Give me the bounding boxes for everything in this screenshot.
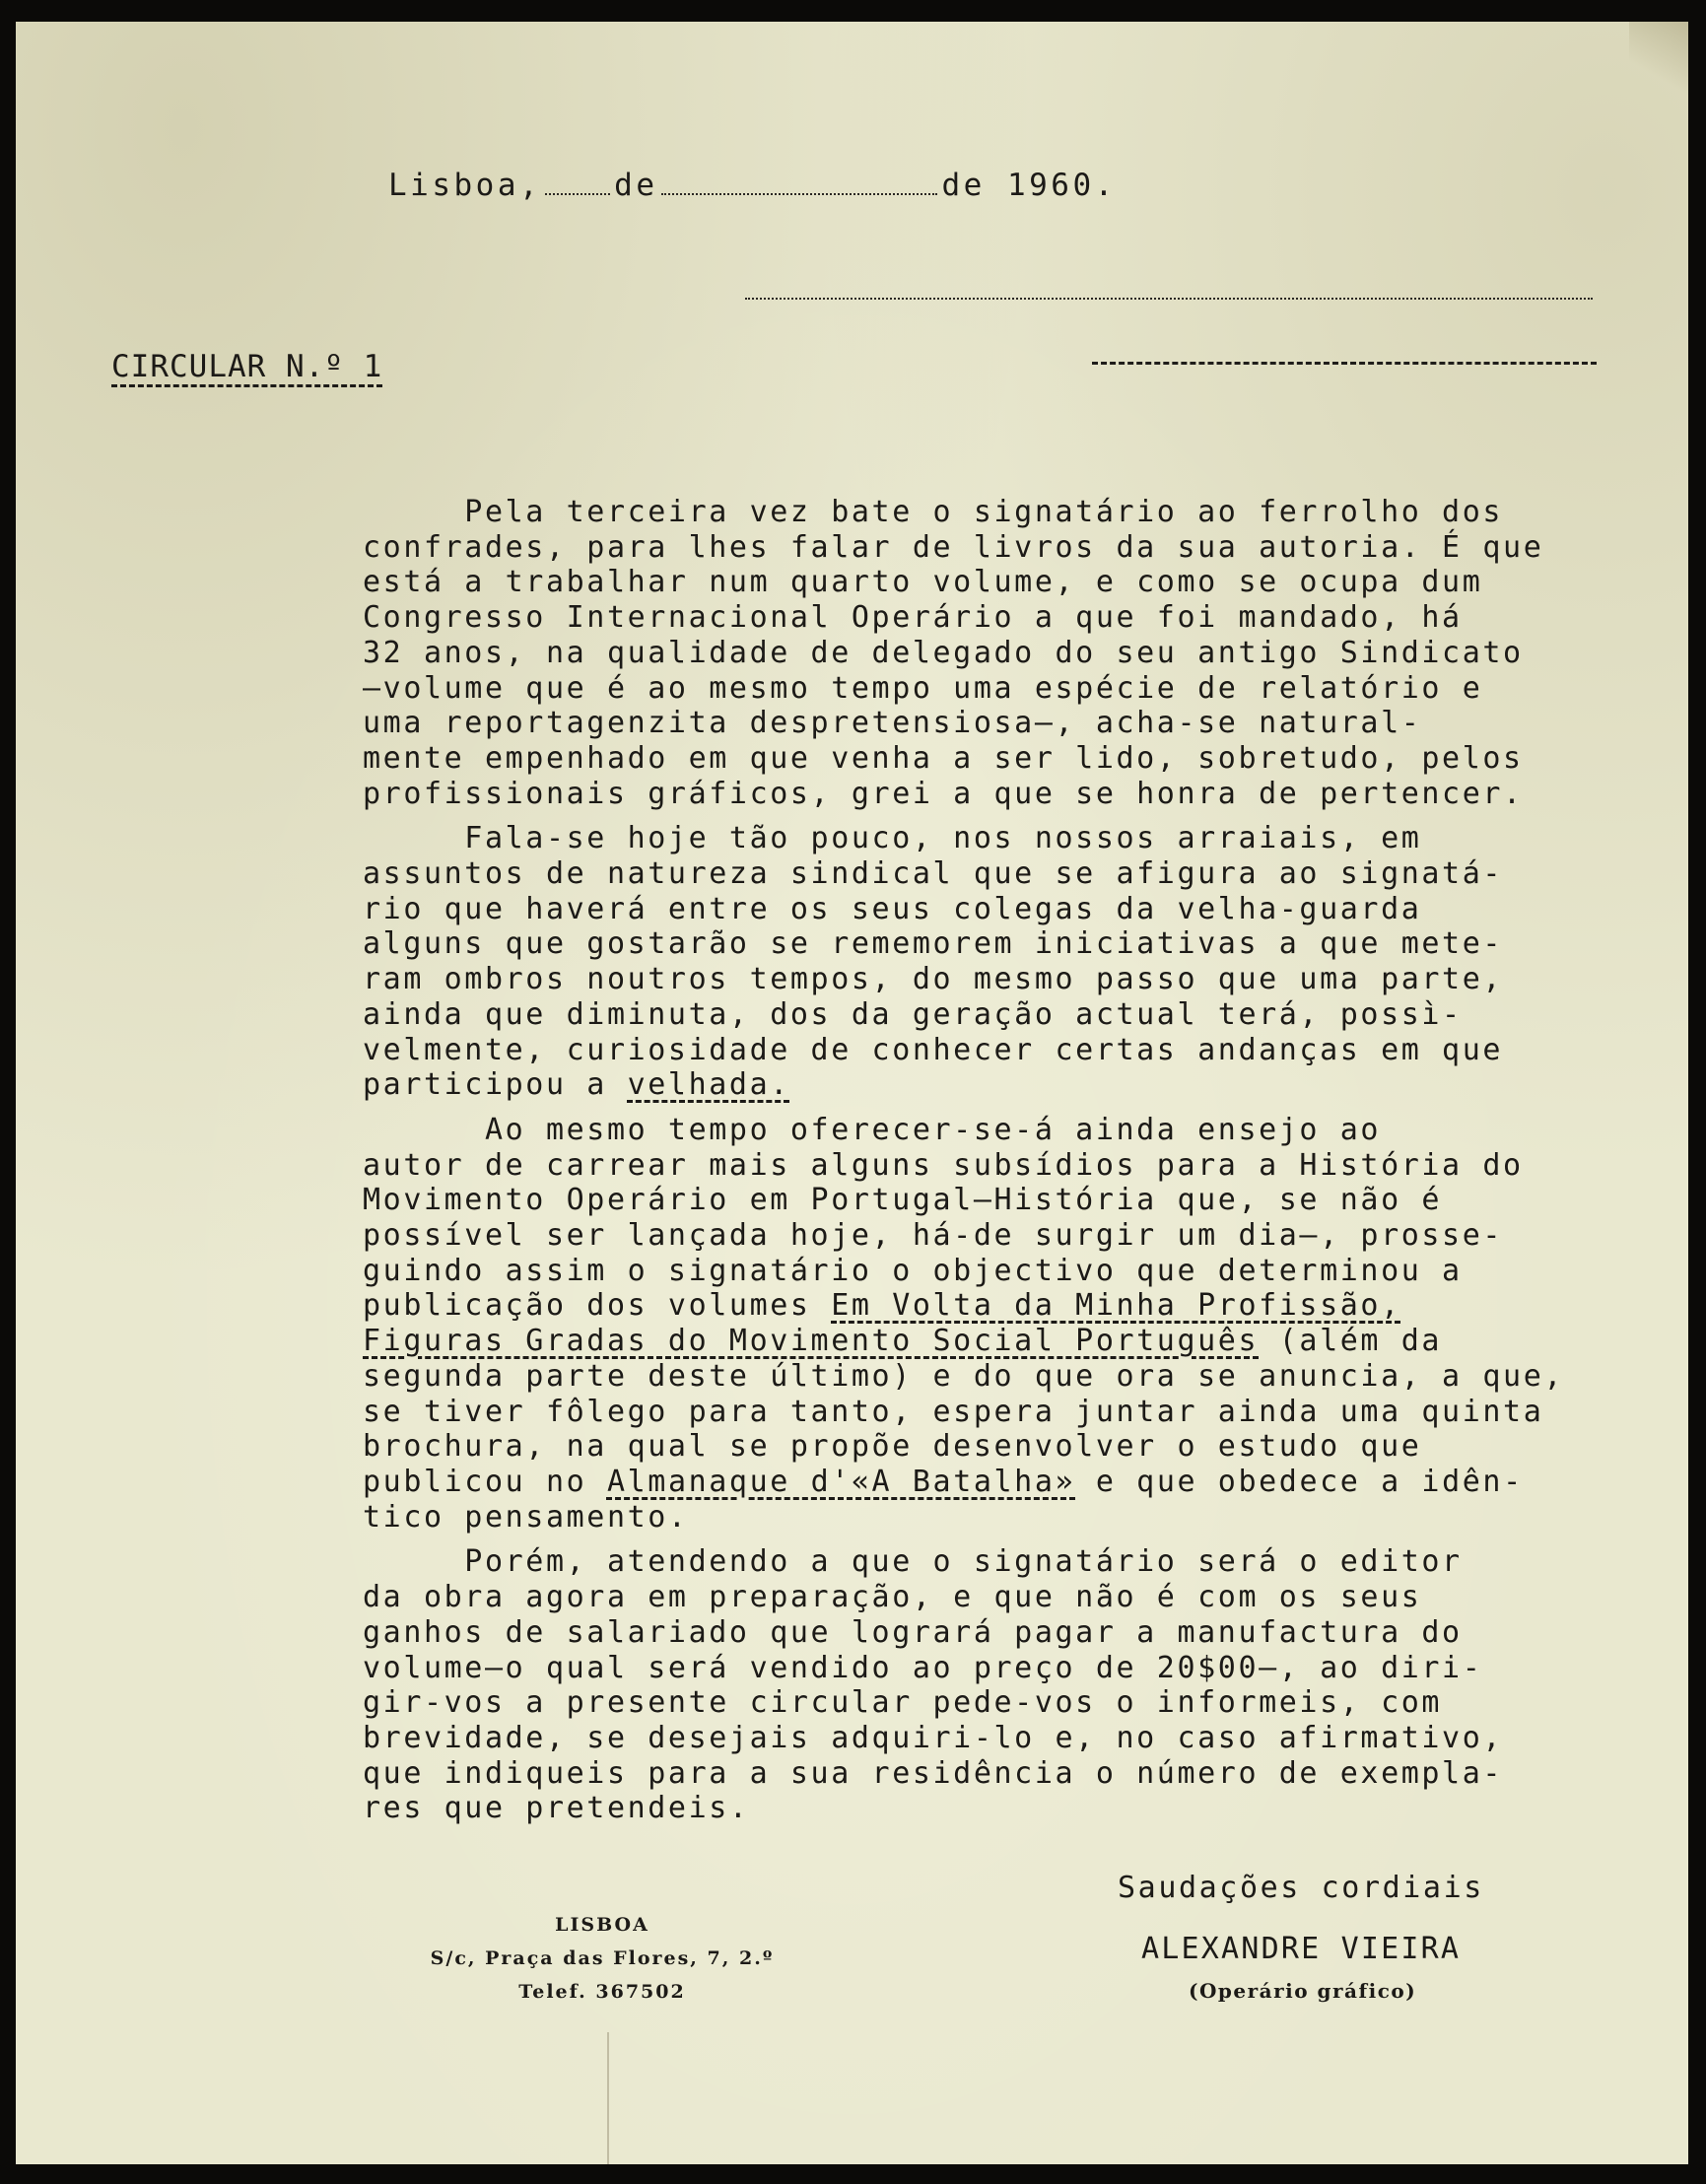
paragraph-gap xyxy=(363,1535,1575,1544)
underlined-word: velhada. xyxy=(627,1067,790,1103)
body-line: uma reportagenzita despretensiosa—, acha-se natural- xyxy=(363,706,1422,741)
body-line-with-title xyxy=(363,1324,1575,1359)
address-city: LISBOA xyxy=(555,1914,649,1936)
date-line xyxy=(388,168,1117,203)
body-line-text: participou a xyxy=(363,1067,628,1103)
circular-title: CIRCULAR N.º 1 xyxy=(111,349,383,384)
body-line-with-underline xyxy=(363,1067,1575,1103)
addressee-underline xyxy=(1092,362,1597,365)
body-line: Movimento Operário em Portugal—História que, se não é xyxy=(363,1183,1443,1218)
address-phone: Telef. 367502 xyxy=(518,1981,686,2003)
body-line: Pela terceira vez bate o signatário ao ferrolho dos xyxy=(363,495,1504,529)
book-title: Figuras Gradas do Movimento Social Português xyxy=(363,1324,1260,1359)
paragraph-gap xyxy=(363,1103,1575,1113)
paper-fold-crease xyxy=(607,2032,609,2164)
paper-corner-shading xyxy=(1629,22,1688,110)
body-line: brevidade, se desejais adquiri-lo e, no caso afirmativo, xyxy=(363,1720,1504,1755)
body-line: assuntos de natureza sindical que se afigura ao signatá- xyxy=(363,856,1504,892)
body-line: confrades, para lhes falar de livros da sua autoria. É que xyxy=(363,529,1544,565)
signer-name: ALEXANDRE VIEIRA xyxy=(1141,1932,1462,1966)
body-line: Porém, atendendo a que o signatário será o editor xyxy=(363,1544,1463,1580)
body-line: guindo assim o signatário o objectivo que determinou a xyxy=(363,1253,1463,1288)
book-title: Almanaque d'«A Batalha» xyxy=(606,1464,1076,1499)
body-line: res que pretendeis. xyxy=(363,1791,750,1826)
date-de: de xyxy=(614,168,658,203)
body-line: autor de carrear mais alguns subsídios para a História do xyxy=(363,1147,1524,1183)
body-line: ram ombros noutros tempos, do mesmo passo que uma parte, xyxy=(363,962,1504,997)
body-line: que indiqueis para a sua residência o número de exempla- xyxy=(363,1755,1504,1791)
body-line: velmente, curiosidade de conhecer certas andanças em que xyxy=(363,1032,1504,1067)
body-line: brochura, na qual se propõe desenvolver o estudo que xyxy=(363,1429,1422,1465)
date-city: Lisboa, xyxy=(388,168,542,203)
body-line-text: publicou no xyxy=(363,1464,607,1499)
letter-page xyxy=(16,22,1688,2164)
body-line-with-title xyxy=(363,1288,1575,1324)
body-line: Congresso Internacional Operário a que foi mandado, há xyxy=(363,600,1463,636)
sender-address xyxy=(390,1908,814,2009)
body-line: tico pensamento. xyxy=(363,1499,689,1535)
book-title: Em Volta da Minha Profissão, xyxy=(831,1288,1401,1324)
body-line: profissionais gráficos, grei a que se honra de pertencer. xyxy=(363,776,1524,811)
body-line: ainda que diminuta, dos da geração actual terá, possì- xyxy=(363,996,1463,1032)
body-line-text: e que obedece a idên- xyxy=(1075,1464,1524,1499)
body-line: alguns que gostarão se rememorem iniciativas a que mete- xyxy=(363,926,1504,962)
salutation: Saudações cordiais xyxy=(1118,1871,1484,1905)
body-line: ganhos de salariado que logrará pagar a manufactura do xyxy=(363,1614,1463,1650)
body-line: volume—o qual será vendido ao preço de 20$00—, ao diri- xyxy=(363,1650,1483,1685)
addressee-blank-line xyxy=(745,298,1593,300)
body-line: está a trabalhar num quarto volume, e como se ocupa dum xyxy=(363,565,1483,600)
signer-role: (Operário gráfico) xyxy=(1189,1979,1417,2003)
body-line-with-title xyxy=(363,1465,1575,1500)
letter-body xyxy=(363,495,1575,1826)
body-line: possível ser lançada hoje, há-de surgir um dia—, prosse- xyxy=(363,1218,1504,1254)
body-line: da obra agora em preparação, e que não é com os seus xyxy=(363,1580,1422,1615)
date-year: de 1960. xyxy=(941,168,1117,203)
month-blank xyxy=(661,170,937,195)
body-line: rio que haverá entre os seus colegas da velha-guarda xyxy=(363,891,1422,926)
body-line: —volume que é ao mesmo tempo uma espécie de relatório e xyxy=(363,670,1483,706)
body-line-text: (além da xyxy=(1259,1324,1443,1359)
paragraph-gap xyxy=(363,811,1575,821)
address-street: S/c, Praça das Flores, 7, 2.º xyxy=(430,1947,775,1969)
body-line-text: publicação dos volumes xyxy=(363,1288,832,1324)
body-line: gir-vos a presente circular pede-vos o informeis, com xyxy=(363,1685,1443,1721)
body-line: se tiver fôlego para tanto, espera juntar ainda uma quinta xyxy=(363,1394,1544,1429)
body-line: 32 anos, na qualidade de delegado do seu antigo Sindicato xyxy=(363,635,1524,670)
body-line: Ao mesmo tempo oferecer-se-á ainda ensejo ao xyxy=(363,1112,1382,1147)
body-line: Fala-se hoje tão pouco, nos nossos arraiais, em xyxy=(363,821,1422,856)
body-line: segunda parte deste último) e do que ora se anuncia, a que, xyxy=(363,1358,1565,1394)
day-blank xyxy=(545,170,610,195)
body-line: mente empenhado em que venha a ser lido, sobretudo, pelos xyxy=(363,740,1524,776)
